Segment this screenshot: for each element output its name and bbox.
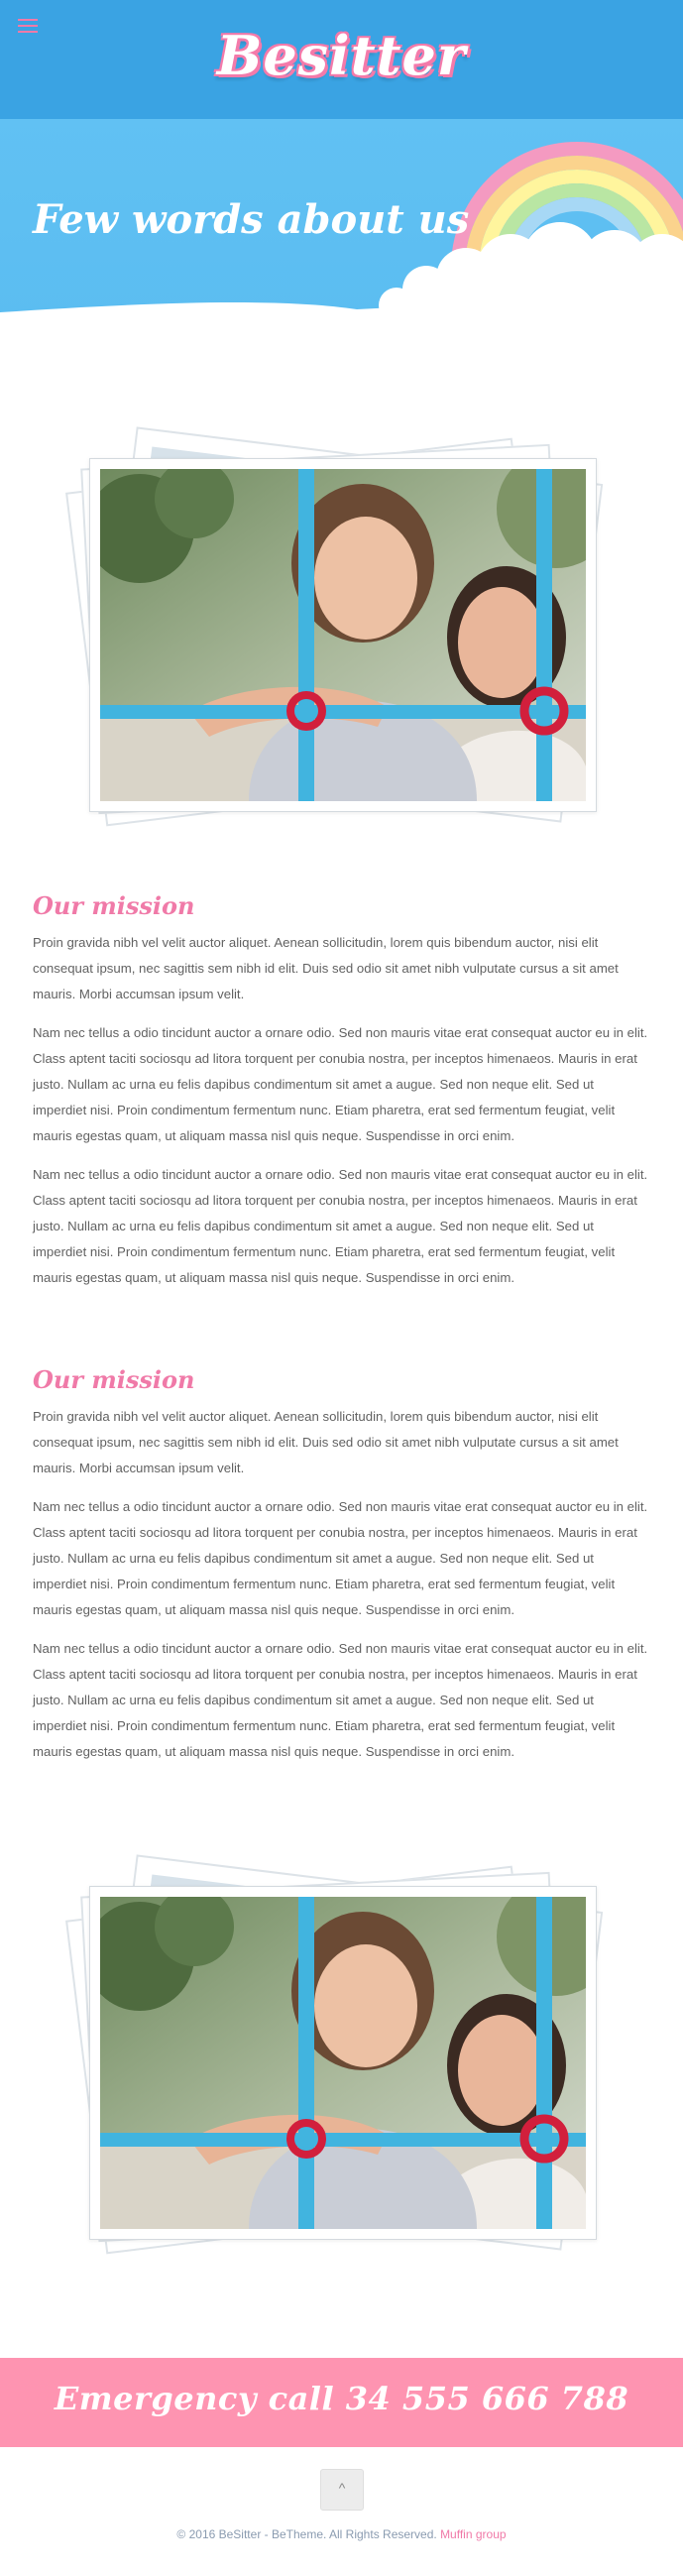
photo-stack-top [59,436,615,853]
girl-and-mother-photo [100,1897,586,2229]
section-title: Our mission [33,891,195,920]
emergency-call-text: Emergency call 34 555 666 788 [54,2380,629,2417]
section-title: Our mission [33,1365,195,1394]
photo-frame [89,1886,597,2240]
section-paragraph: Nam nec tellus a odio tincidunt auctor a ornare odio. Sed non mauris vitae erat consequat auctor eu in elit. Class aptent taciti sociosqu ad litora torquent per conubia nostra, per inceptos himenaeos. Mauris in erat justo. Nullam ac urna eu felis dapibus condimentum sit amet a augue. Sed non neque elit. Sed ut imperdiet nisi. Proin condimentum fermentum nunc. Etiam pharetra, erat sed fermentum feugiat, velit mauris egestas quam, ut aliquam massa nisl quis neque. Suspendisse in orci enim. [33,1025,648,1143]
section-paragraph: Nam nec tellus a odio tincidunt auctor a ornare odio. Sed non mauris vitae erat consequat auctor eu in elit. Class aptent taciti sociosqu ad litora torquent per conubia nostra, per inceptos himenaeos. Mauris in erat justo. Nullam ac urna eu felis dapibus condimentum sit amet a augue. Sed non neque elit. Sed ut imperdiet nisi. Proin condimentum fermentum nunc. Etiam pharetra, erat sed fermentum feugiat, velit mauris egestas quam, ut aliquam massa nisl quis neque. Suspendisse in orci enim. [33,1499,648,1617]
site-header [0,0,683,119]
copyright [0,2527,683,2541]
section-paragraph: Proin gravida nibh vel velit auctor aliquet. Aenean sollicitudin, lorem quis bibendum auctor, nisi elit consequat ipsum, nec sagittis sem nibh id elit. Duis sed odio sit amet nibh vulputate cursus a sit amet mauris. Morbi accumsan ipsum velit. [33,935,619,1001]
credit-link[interactable]: Muffin group [440,2527,507,2541]
mission-section-2 [33,1364,649,1778]
back-to-top-button[interactable] [320,2469,364,2511]
site-logo[interactable]: Besitter [216,24,467,87]
mission-section-1 [33,890,649,1304]
copyright-text: © 2016 BeSitter - BeTheme. All Rights Reserved. [176,2527,437,2541]
section-paragraph: Nam nec tellus a odio tincidunt auctor a ornare odio. Sed non mauris vitae erat consequat auctor eu in elit. Class aptent taciti sociosqu ad litora torquent per conubia nostra, per inceptos himenaeos. Mauris in erat justo. Nullam ac urna eu felis dapibus condimentum sit amet a augue. Sed non neque elit. Sed ut imperdiet nisi. Proin condimentum fermentum nunc. Etiam pharetra, erat sed fermentum feugiat, velit mauris egestas quam, ut aliquam massa nisl quis neque. Suspendisse in orci enim. [33,1167,648,1285]
emergency-bar [0,2358,683,2447]
section-paragraph: Proin gravida nibh vel velit auctor aliquet. Aenean sollicitudin, lorem quis bibendum auctor, nisi elit consequat ipsum, nec sagittis sem nibh id elit. Duis sed odio sit amet nibh vulputate cursus a sit amet mauris. Morbi accumsan ipsum velit. [33,1409,619,1475]
photo-stack-bottom [59,1864,615,2281]
chevron-up-icon: ^ [338,2480,346,2496]
photo-frame [89,458,597,812]
girl-and-mother-photo [100,469,586,801]
hero-title: Few words about us [33,196,470,243]
section-paragraph: Nam nec tellus a odio tincidunt auctor a ornare odio. Sed non mauris vitae erat consequat auctor eu in elit. Class aptent taciti sociosqu ad litora torquent per conubia nostra, per inceptos himenaeos. Mauris in erat justo. Nullam ac urna eu felis dapibus condimentum sit amet a augue. Sed non neque elit. Sed ut imperdiet nisi. Proin condimentum fermentum nunc. Etiam pharetra, erat sed fermentum feugiat, velit mauris egestas quam, ut aliquam massa nisl quis neque. Suspendisse in orci enim. [33,1641,648,1759]
page-hero [0,119,683,317]
